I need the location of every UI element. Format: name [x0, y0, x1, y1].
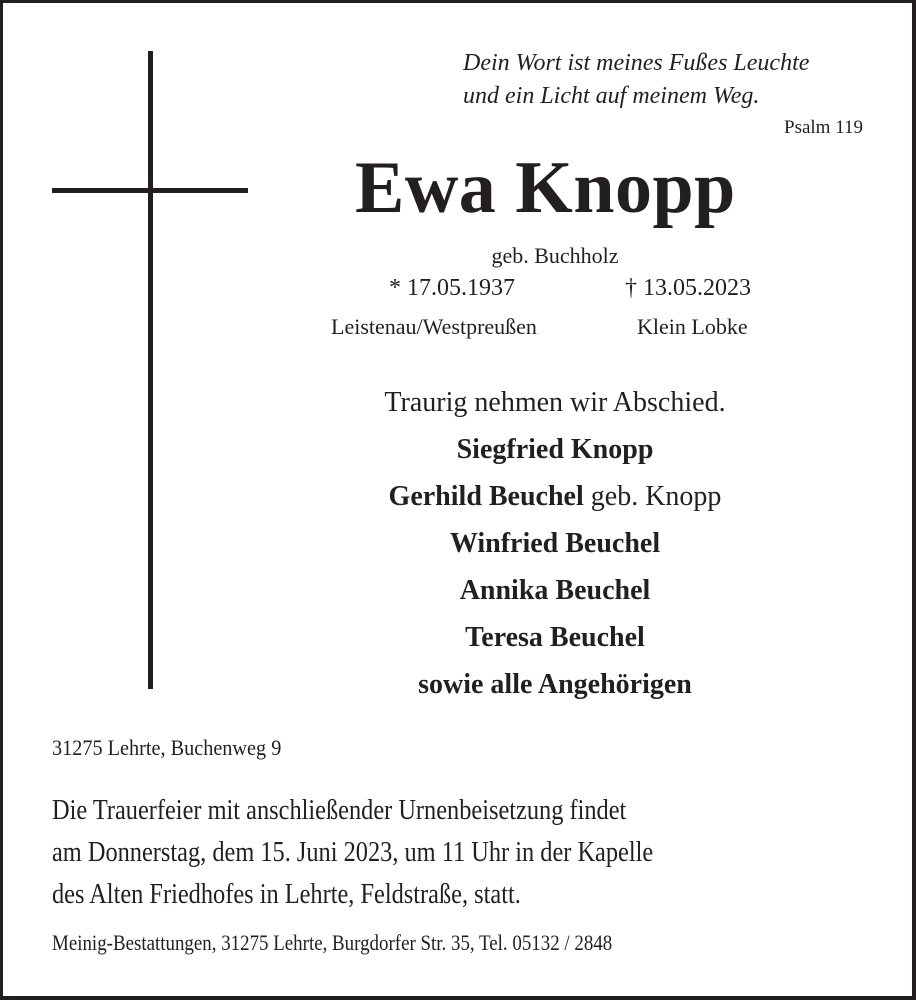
death-place: Klein Lobke: [637, 314, 748, 339]
deceased-name: Ewa Knopp: [355, 147, 736, 229]
cross-icon-vertical-bar: [148, 51, 153, 689]
maiden-name: geb. Buchholz: [491, 243, 619, 268]
mourner-name: Gerhild Beuchel: [388, 481, 584, 512]
verse-source: Psalm 119: [784, 117, 863, 138]
mourner-note: geb. Knopp: [583, 481, 722, 512]
funeral-notice: [52, 790, 653, 916]
undertaker-info: Meinig-Bestattungen, 31275 Lehrte, Burgdorfer Str. 35, Tel. 05132 / 2848: [52, 930, 613, 955]
birth-place: Leistenau/Westpreußen: [331, 314, 537, 339]
mourner-name: Winfried Beuchel: [449, 528, 661, 559]
mourner-name: Annika Beuchel: [459, 575, 651, 606]
mourner-line: [323, 614, 787, 661]
notice-line-1: Die Trauerfeier mit anschließender Urnenbeisetzung findet: [52, 795, 627, 826]
birth-date: * 17.05.1937: [389, 275, 515, 301]
mourner-name: sowie alle Angehörigen: [418, 669, 692, 700]
mourner-line: [323, 520, 787, 567]
mourner-name: Teresa Beuchel: [465, 622, 645, 653]
mourner-line: [323, 426, 787, 473]
mourners-intro: Traurig nehmen wir Abschied.: [384, 387, 726, 418]
mourner-line: [323, 567, 787, 614]
mourner-line: [323, 473, 787, 520]
death-date: † 13.05.2023: [625, 275, 751, 301]
mourners-list: [323, 379, 787, 708]
verse-line-2: und ein Licht auf meinem Weg.: [463, 83, 760, 109]
mourner-name: Siegfried Knopp: [456, 434, 654, 465]
notice-line-3: des Alten Friedhofes in Lehrte, Feldstraße, statt.: [52, 879, 521, 910]
notice-line-2: am Donnerstag, dem 15. Juni 2023, um 11 Uhr in der Kapelle: [52, 837, 654, 868]
verse-line-1: Dein Wort ist meines Fußes Leuchte: [463, 50, 810, 76]
bible-verse: [463, 47, 809, 113]
mourner-line: [323, 661, 787, 708]
family-address: 31275 Lehrte, Buchenweg 9: [52, 735, 282, 760]
cross-icon-horizontal-bar: [52, 188, 248, 193]
